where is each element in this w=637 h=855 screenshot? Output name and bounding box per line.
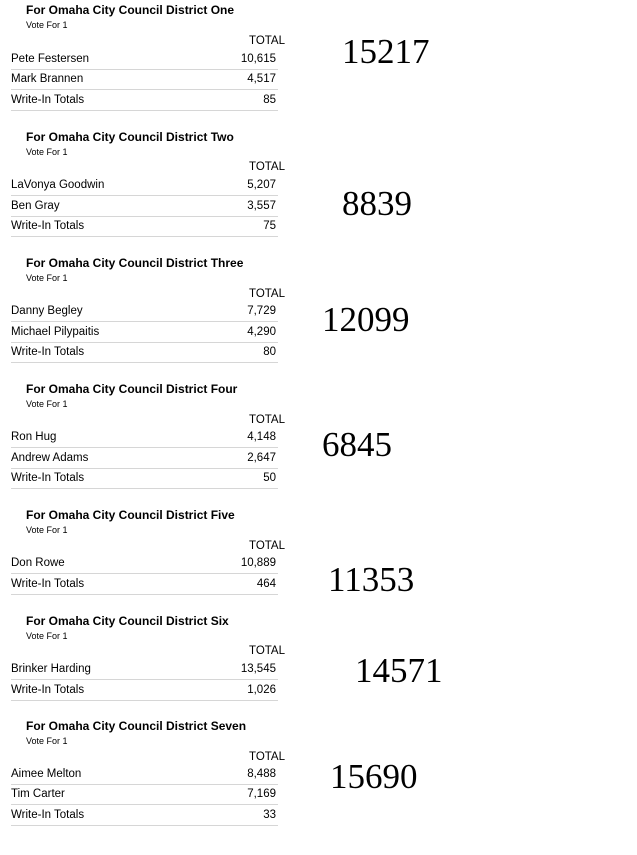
vote-count: 4,148 <box>247 431 276 443</box>
vote-count: 10,889 <box>240 557 276 569</box>
race-subtitle: Vote For 1 <box>26 631 68 641</box>
handwritten-total: 12099 <box>322 300 410 339</box>
candidate-name: Pete Festersen <box>11 53 89 65</box>
handwritten-total: 8839 <box>342 184 412 223</box>
total-header: TOTAL <box>249 35 285 47</box>
row-divider <box>11 110 278 111</box>
vote-count: 2,647 <box>247 452 276 464</box>
row-divider <box>11 573 278 574</box>
row-divider <box>11 195 278 196</box>
total-header: TOTAL <box>249 645 285 657</box>
candidate-name: Write-In Totals <box>11 94 85 106</box>
total-header: TOTAL <box>249 288 285 300</box>
result-row <box>11 684 278 704</box>
candidate-name: Ben Gray <box>11 200 60 212</box>
row-divider <box>11 447 278 448</box>
candidate-name: LaVonya Goodwin <box>11 179 105 191</box>
race-subtitle: Vote For 1 <box>26 20 68 30</box>
race-title: For Omaha City Council District One <box>26 3 235 17</box>
race-title: For Omaha City Council District Three <box>26 256 244 270</box>
handwritten-total: 15690 <box>330 757 418 796</box>
vote-count: 50 <box>263 472 276 484</box>
row-divider <box>11 594 278 595</box>
result-row <box>11 73 278 93</box>
row-divider <box>11 342 278 343</box>
candidate-name: Write-In Totals <box>11 346 85 358</box>
vote-count: 3,557 <box>247 200 276 212</box>
total-header: TOTAL <box>249 161 285 173</box>
result-row <box>11 788 278 808</box>
result-row <box>11 768 278 788</box>
candidate-name: Ron Hug <box>11 431 57 443</box>
result-row <box>11 557 278 577</box>
candidate-name: Aimee Melton <box>11 768 82 780</box>
row-divider <box>11 488 278 489</box>
vote-count: 7,169 <box>247 788 276 800</box>
handwritten-total: 6845 <box>322 425 392 464</box>
race-title: For Omaha City Council District Six <box>26 614 229 628</box>
vote-count: 4,517 <box>247 73 276 85</box>
vote-count: 85 <box>263 94 276 106</box>
vote-count: 8,488 <box>247 768 276 780</box>
row-divider <box>11 89 278 90</box>
race-title: For Omaha City Council District Four <box>26 382 238 396</box>
result-row <box>11 220 278 240</box>
vote-count: 10,615 <box>240 53 276 65</box>
candidate-name: Write-In Totals <box>11 809 85 821</box>
candidate-name: Tim Carter <box>11 788 65 800</box>
row-divider <box>11 700 278 701</box>
race-subtitle: Vote For 1 <box>26 147 68 157</box>
result-row <box>11 578 278 598</box>
total-header: TOTAL <box>249 751 285 763</box>
candidate-name: Write-In Totals <box>11 684 85 696</box>
row-divider <box>11 679 278 680</box>
row-divider <box>11 784 278 785</box>
candidate-name: Danny Begley <box>11 305 83 317</box>
result-row <box>11 305 278 325</box>
row-divider <box>11 804 278 805</box>
vote-count: 80 <box>263 346 276 358</box>
candidate-name: Write-In Totals <box>11 578 85 590</box>
result-row <box>11 452 278 472</box>
candidate-name: Write-In Totals <box>11 472 85 484</box>
vote-count: 13,545 <box>240 663 276 675</box>
row-divider <box>11 216 278 217</box>
race-subtitle: Vote For 1 <box>26 736 68 746</box>
row-divider <box>11 321 278 322</box>
result-row <box>11 200 278 220</box>
vote-count: 4,290 <box>247 326 276 338</box>
total-header: TOTAL <box>249 540 285 552</box>
result-row <box>11 326 278 346</box>
result-row <box>11 431 278 451</box>
candidate-name: Mark Brannen <box>11 73 84 85</box>
handwritten-total: 11353 <box>328 560 415 599</box>
row-divider <box>11 362 278 363</box>
result-row <box>11 472 278 492</box>
candidate-name: Write-In Totals <box>11 220 85 232</box>
handwritten-total: 14571 <box>355 651 443 690</box>
result-row <box>11 663 278 683</box>
candidate-name: Andrew Adams <box>11 452 89 464</box>
handwritten-total: 15217 <box>342 32 430 71</box>
race-title: For Omaha City Council District Seven <box>26 719 247 733</box>
vote-count: 7,729 <box>247 305 276 317</box>
candidate-name: Don Rowe <box>11 557 65 569</box>
race-title: For Omaha City Council District Two <box>26 130 234 144</box>
result-row <box>11 179 278 199</box>
row-divider <box>11 69 278 70</box>
result-row <box>11 94 278 114</box>
race-subtitle: Vote For 1 <box>26 399 68 409</box>
row-divider <box>11 825 278 826</box>
total-header: TOTAL <box>249 414 285 426</box>
vote-count: 75 <box>263 220 276 232</box>
candidate-name: Brinker Harding <box>11 663 91 675</box>
race-title: For Omaha City Council District Five <box>26 508 235 522</box>
row-divider <box>11 468 278 469</box>
vote-count: 464 <box>256 578 276 590</box>
vote-count: 33 <box>263 809 276 821</box>
row-divider <box>11 236 278 237</box>
result-row <box>11 53 278 73</box>
race-subtitle: Vote For 1 <box>26 273 68 283</box>
vote-count: 5,207 <box>247 179 276 191</box>
race-subtitle: Vote For 1 <box>26 525 68 535</box>
result-row <box>11 809 278 829</box>
candidate-name: Michael Pilypaitis <box>11 326 100 338</box>
vote-count: 1,026 <box>247 684 276 696</box>
result-row <box>11 346 278 366</box>
